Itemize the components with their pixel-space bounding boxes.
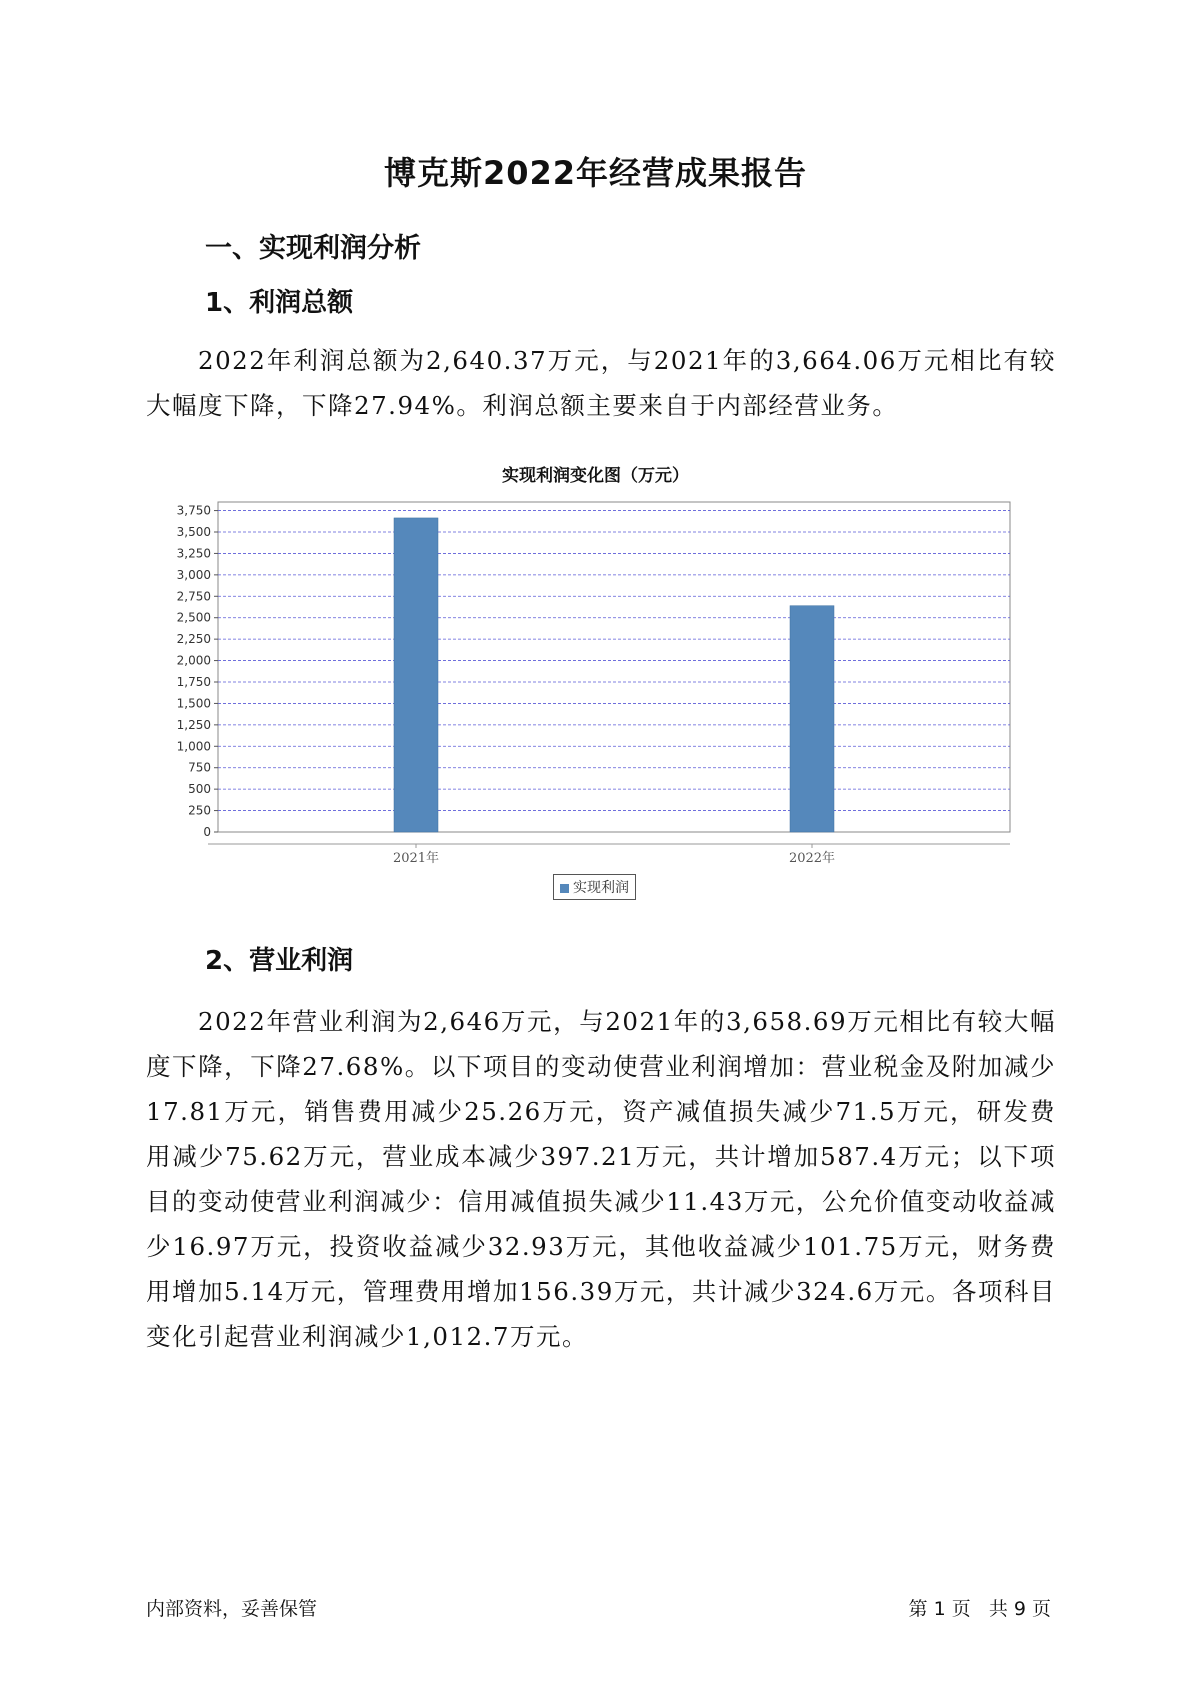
y-tick-label: 0 bbox=[203, 825, 211, 839]
y-tick-label: 2,250 bbox=[176, 632, 211, 647]
y-tick-label: 250 bbox=[188, 803, 211, 818]
profit-bar-chart bbox=[160, 492, 1020, 877]
legend-label: 实现利润 bbox=[573, 880, 629, 896]
y-tick-label: 1,750 bbox=[176, 675, 211, 689]
page-title: 博克斯2022年经营成果报告 bbox=[383, 154, 808, 192]
paragraph-profit-total: 2022年利润总额为2,640.37万元，与2021年的3,664.06万元相比有较大幅度下降，下降27.94%。利润总额主要来自于内部经营业务。 bbox=[146, 346, 1056, 420]
y-tick-label: 2,000 bbox=[176, 653, 211, 668]
legend-swatch bbox=[560, 884, 569, 893]
y-tick-label: 2,750 bbox=[176, 589, 211, 604]
paragraph-operating-profit: 2022年营业利润为2,646万元，与2021年的3,658.69万元相比有较大幅度下降，下降27.68%。以下项目的变动使营业利润增加：营业税金及附加减少17.81万元，销售费用减少25.26万元，资产减值损失减少71.5万元，研发费用减少75.62万元，营业成本减少397.21万元，共计增加587.4万元；以下项目的变动使营业利润减少：信用减值损失减少11.43万元，公允价值变动收益减少16.97万元，投资收益减少32.93万元，其他收益减少101.75万元，财务费用增加5.14万元，管理费用增加156.39万元，共计减少324.6万元。各项科目变化引起营业利润减少1,012.7万元。 bbox=[146, 1007, 1056, 1351]
y-tick-label: 750 bbox=[188, 760, 211, 775]
y-tick-label: 2,500 bbox=[176, 610, 211, 625]
y-tick-label: 1,500 bbox=[176, 696, 211, 711]
y-tick-label: 3,000 bbox=[176, 567, 211, 582]
y-tick-label: 3,750 bbox=[176, 503, 211, 518]
bar bbox=[790, 606, 834, 832]
x-tick-label: 2022年 bbox=[788, 851, 836, 866]
plot-area bbox=[218, 502, 1010, 832]
y-tick-label: 3,500 bbox=[176, 525, 211, 539]
x-tick-label: 2021年 bbox=[392, 851, 440, 866]
bar bbox=[394, 518, 438, 832]
chart-legend bbox=[553, 874, 636, 900]
y-tick-label: 500 bbox=[188, 782, 211, 797]
y-tick-label: 1,250 bbox=[176, 717, 211, 732]
chart-title: 实现利润变化图（万元） bbox=[502, 466, 689, 486]
subsection-heading-profit-total: 1、利润总额 bbox=[205, 288, 354, 318]
footer-page-number: 第 1 页 共 9 页 bbox=[908, 1598, 1051, 1620]
section-heading: 一、实现利润分析 bbox=[205, 233, 421, 264]
y-tick-label: 1,000 bbox=[176, 739, 211, 754]
y-tick-label: 3,250 bbox=[176, 546, 211, 561]
footer-confidential-note: 内部资料，妥善保管 bbox=[146, 1598, 318, 1620]
subsection-heading-operating-profit: 2、营业利润 bbox=[205, 946, 354, 976]
